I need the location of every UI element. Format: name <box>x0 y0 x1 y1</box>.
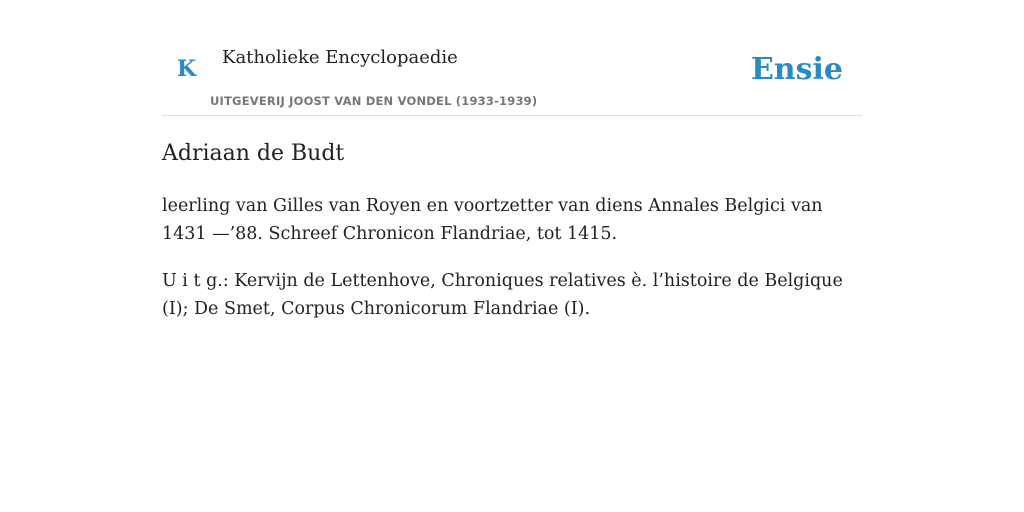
ensie-logo-link[interactable]: Ensie <box>750 52 843 87</box>
encyclopedia-logo-icon[interactable]: K <box>177 56 197 82</box>
article-paragraph: U i t g.: Kervijn de Lettenhove, Chroniques relatives è. l’histoire de Belgique (I); De Smet, Corpus Chronicorum Flandriae (I). <box>162 271 843 319</box>
article-paragraph: leerling van Gilles van Royen en voortzetter van diens Annales Belgici van 1431 —’88. Schreef Chronicon Flandriae, tot 1415. <box>162 196 823 244</box>
encyclopedia-title-link[interactable]: Katholieke Encyclopaedie <box>222 47 458 68</box>
article-title: Adriaan de Budt <box>162 141 345 166</box>
publisher-label: UITGEVERIJ JOOST VAN DEN VONDEL (1933-1939) <box>210 94 538 108</box>
site-header <box>162 36 862 116</box>
article <box>162 136 862 323</box>
